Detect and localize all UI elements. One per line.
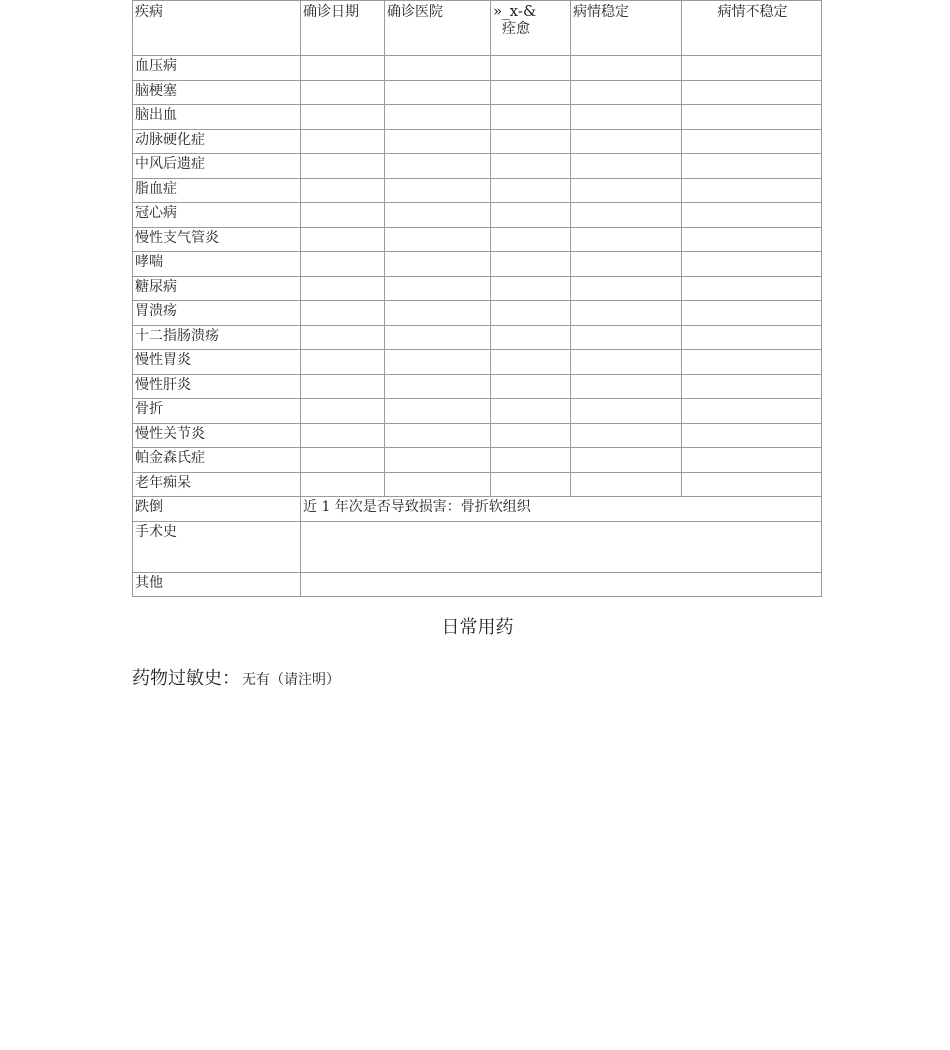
- stable-cell[interactable]: [571, 350, 682, 375]
- disease-name: 血压病: [133, 56, 301, 81]
- diagnosis-date-cell[interactable]: [301, 178, 385, 203]
- cured-cell[interactable]: [491, 350, 571, 375]
- diagnosis-hospital-cell[interactable]: [385, 448, 491, 473]
- disease-history-table: [132, 0, 822, 597]
- disease-row: [133, 227, 822, 252]
- disease-row: [133, 374, 822, 399]
- disease-row: [133, 448, 822, 473]
- surgery-label: 手术史: [133, 521, 301, 572]
- disease-name: 十二指肠溃疡: [133, 325, 301, 350]
- disease-name: 慢性支气管炎: [133, 227, 301, 252]
- cured-cell[interactable]: [491, 227, 571, 252]
- unstable-cell[interactable]: [682, 227, 822, 252]
- cured-cell[interactable]: [491, 374, 571, 399]
- stable-cell[interactable]: [571, 325, 682, 350]
- cured-cell[interactable]: [491, 80, 571, 105]
- stable-cell[interactable]: [571, 423, 682, 448]
- diagnosis-hospital-cell[interactable]: [385, 203, 491, 228]
- unstable-cell[interactable]: [682, 129, 822, 154]
- stable-cell[interactable]: [571, 472, 682, 497]
- disease-name: 慢性肝炎: [133, 374, 301, 399]
- stable-cell[interactable]: [571, 227, 682, 252]
- disease-row: [133, 423, 822, 448]
- diagnosis-date-cell[interactable]: [301, 325, 385, 350]
- disease-name: 帕金森氏症: [133, 448, 301, 473]
- header-diagnosis-hospital: 确诊医院: [385, 1, 491, 56]
- disease-name: 糖尿病: [133, 276, 301, 301]
- diagnosis-hospital-cell[interactable]: [385, 227, 491, 252]
- disease-name: 动脉硬化症: [133, 129, 301, 154]
- diagnosis-hospital-cell[interactable]: [385, 325, 491, 350]
- disease-row: [133, 301, 822, 326]
- cured-cell[interactable]: [491, 448, 571, 473]
- cured-cell[interactable]: [491, 56, 571, 81]
- unstable-cell[interactable]: [682, 374, 822, 399]
- header-disease: 疾病: [133, 1, 301, 56]
- cured-cell[interactable]: [491, 178, 571, 203]
- stable-cell[interactable]: [571, 252, 682, 277]
- diagnosis-date-cell[interactable]: [301, 203, 385, 228]
- cured-cell[interactable]: [491, 154, 571, 179]
- allergy-value[interactable]: 无有（请注明）: [242, 672, 340, 688]
- disease-row: [133, 178, 822, 203]
- stable-cell[interactable]: [571, 129, 682, 154]
- table-header-row: [133, 1, 822, 56]
- other-label: 其他: [133, 572, 301, 597]
- fall-row: [133, 497, 822, 522]
- disease-name: 老年痴呆: [133, 472, 301, 497]
- stable-cell[interactable]: [571, 80, 682, 105]
- diagnosis-date-cell[interactable]: [301, 154, 385, 179]
- diagnosis-hospital-cell[interactable]: [385, 80, 491, 105]
- unstable-cell[interactable]: [682, 448, 822, 473]
- diagnosis-hospital-cell[interactable]: [385, 105, 491, 130]
- stable-cell[interactable]: [571, 301, 682, 326]
- stable-cell[interactable]: [571, 56, 682, 81]
- disease-name: 冠心病: [133, 203, 301, 228]
- cured-cell[interactable]: [491, 203, 571, 228]
- diagnosis-date-cell[interactable]: [301, 448, 385, 473]
- diagnosis-hospital-cell[interactable]: [385, 129, 491, 154]
- diagnosis-date-cell[interactable]: [301, 227, 385, 252]
- disease-name: 慢性关节炎: [133, 423, 301, 448]
- unstable-cell[interactable]: [682, 56, 822, 81]
- diagnosis-hospital-cell[interactable]: [385, 154, 491, 179]
- stable-cell[interactable]: [571, 276, 682, 301]
- cured-cell[interactable]: [491, 423, 571, 448]
- stable-cell[interactable]: [571, 178, 682, 203]
- cured-cell[interactable]: [491, 399, 571, 424]
- disease-row: [133, 399, 822, 424]
- disease-row: [133, 203, 822, 228]
- diagnosis-date-cell[interactable]: [301, 423, 385, 448]
- unstable-cell[interactable]: [682, 178, 822, 203]
- disease-row: [133, 325, 822, 350]
- cured-cell[interactable]: [491, 252, 571, 277]
- unstable-cell[interactable]: [682, 325, 822, 350]
- stable-cell[interactable]: [571, 203, 682, 228]
- header-cured: [491, 1, 571, 56]
- unstable-cell[interactable]: [682, 423, 822, 448]
- unstable-cell[interactable]: [682, 301, 822, 326]
- disease-name: 中风后遗症: [133, 154, 301, 179]
- header-stable: 病情稳定: [571, 1, 682, 56]
- disease-row: [133, 129, 822, 154]
- header-unstable: 病情不稳定: [682, 1, 822, 56]
- diagnosis-hospital-cell[interactable]: [385, 399, 491, 424]
- diagnosis-hospital-cell[interactable]: [385, 472, 491, 497]
- header-diagnosis-date: 确诊日期: [301, 1, 385, 56]
- disease-name: 脑梗塞: [133, 80, 301, 105]
- disease-name: 哮喘: [133, 252, 301, 277]
- header-cured-top: »_x-&: [493, 2, 537, 20]
- disease-name: 胃溃疡: [133, 301, 301, 326]
- diagnosis-date-cell[interactable]: [301, 350, 385, 375]
- header-cured-bottom: 痊愈: [502, 21, 530, 37]
- daily-medication-heading: 日常用药: [441, 617, 514, 638]
- unstable-cell[interactable]: [682, 105, 822, 130]
- disease-name: 骨折: [133, 399, 301, 424]
- disease-row: [133, 80, 822, 105]
- diagnosis-hospital-cell[interactable]: [385, 374, 491, 399]
- diagnosis-date-cell[interactable]: [301, 399, 385, 424]
- stable-cell[interactable]: [571, 448, 682, 473]
- diagnosis-hospital-cell[interactable]: [385, 252, 491, 277]
- diagnosis-date-cell[interactable]: [301, 374, 385, 399]
- unstable-cell[interactable]: [682, 252, 822, 277]
- diagnosis-hospital-cell[interactable]: [385, 178, 491, 203]
- cured-cell[interactable]: [491, 105, 571, 130]
- disease-row: [133, 472, 822, 497]
- disease-row: [133, 276, 822, 301]
- unstable-cell[interactable]: [682, 399, 822, 424]
- other-row: [133, 572, 822, 597]
- diagnosis-hospital-cell[interactable]: [385, 276, 491, 301]
- fall-details[interactable]: 近 1 年次是否导致损害：骨折软组织: [301, 497, 822, 522]
- cured-cell[interactable]: [491, 301, 571, 326]
- disease-name: 脂血症: [133, 178, 301, 203]
- disease-name: 慢性胃炎: [133, 350, 301, 375]
- stable-cell[interactable]: [571, 105, 682, 130]
- unstable-cell[interactable]: [682, 203, 822, 228]
- cured-cell[interactable]: [491, 276, 571, 301]
- stable-cell[interactable]: [571, 374, 682, 399]
- diagnosis-hospital-cell[interactable]: [385, 56, 491, 81]
- fall-label: 跌倒: [133, 497, 301, 522]
- cured-cell[interactable]: [491, 472, 571, 497]
- unstable-cell[interactable]: [682, 472, 822, 497]
- disease-name: 脑出血: [133, 105, 301, 130]
- diagnosis-date-cell[interactable]: [301, 276, 385, 301]
- disease-row: [133, 105, 822, 130]
- diagnosis-date-cell[interactable]: [301, 301, 385, 326]
- drug-allergy-history: [132, 668, 340, 691]
- diagnosis-date-cell[interactable]: [301, 56, 385, 81]
- surgery-field[interactable]: [301, 521, 822, 572]
- unstable-cell[interactable]: [682, 350, 822, 375]
- cured-cell[interactable]: [491, 129, 571, 154]
- surgery-row: [133, 521, 822, 572]
- disease-row: [133, 154, 822, 179]
- diagnosis-hospital-cell[interactable]: [385, 423, 491, 448]
- other-field[interactable]: [301, 572, 822, 597]
- allergy-label: 药物过敏史：: [132, 668, 240, 689]
- stable-cell[interactable]: [571, 399, 682, 424]
- disease-row: [133, 252, 822, 277]
- diagnosis-date-cell[interactable]: [301, 105, 385, 130]
- diagnosis-date-cell[interactable]: [301, 80, 385, 105]
- diagnosis-date-cell[interactable]: [301, 129, 385, 154]
- disease-row: [133, 56, 822, 81]
- diagnosis-date-cell[interactable]: [301, 472, 385, 497]
- diagnosis-hospital-cell[interactable]: [385, 350, 491, 375]
- unstable-cell[interactable]: [682, 154, 822, 179]
- diagnosis-date-cell[interactable]: [301, 252, 385, 277]
- unstable-cell[interactable]: [682, 80, 822, 105]
- diagnosis-hospital-cell[interactable]: [385, 301, 491, 326]
- stable-cell[interactable]: [571, 154, 682, 179]
- disease-row: [133, 350, 822, 375]
- unstable-cell[interactable]: [682, 276, 822, 301]
- cured-cell[interactable]: [491, 325, 571, 350]
